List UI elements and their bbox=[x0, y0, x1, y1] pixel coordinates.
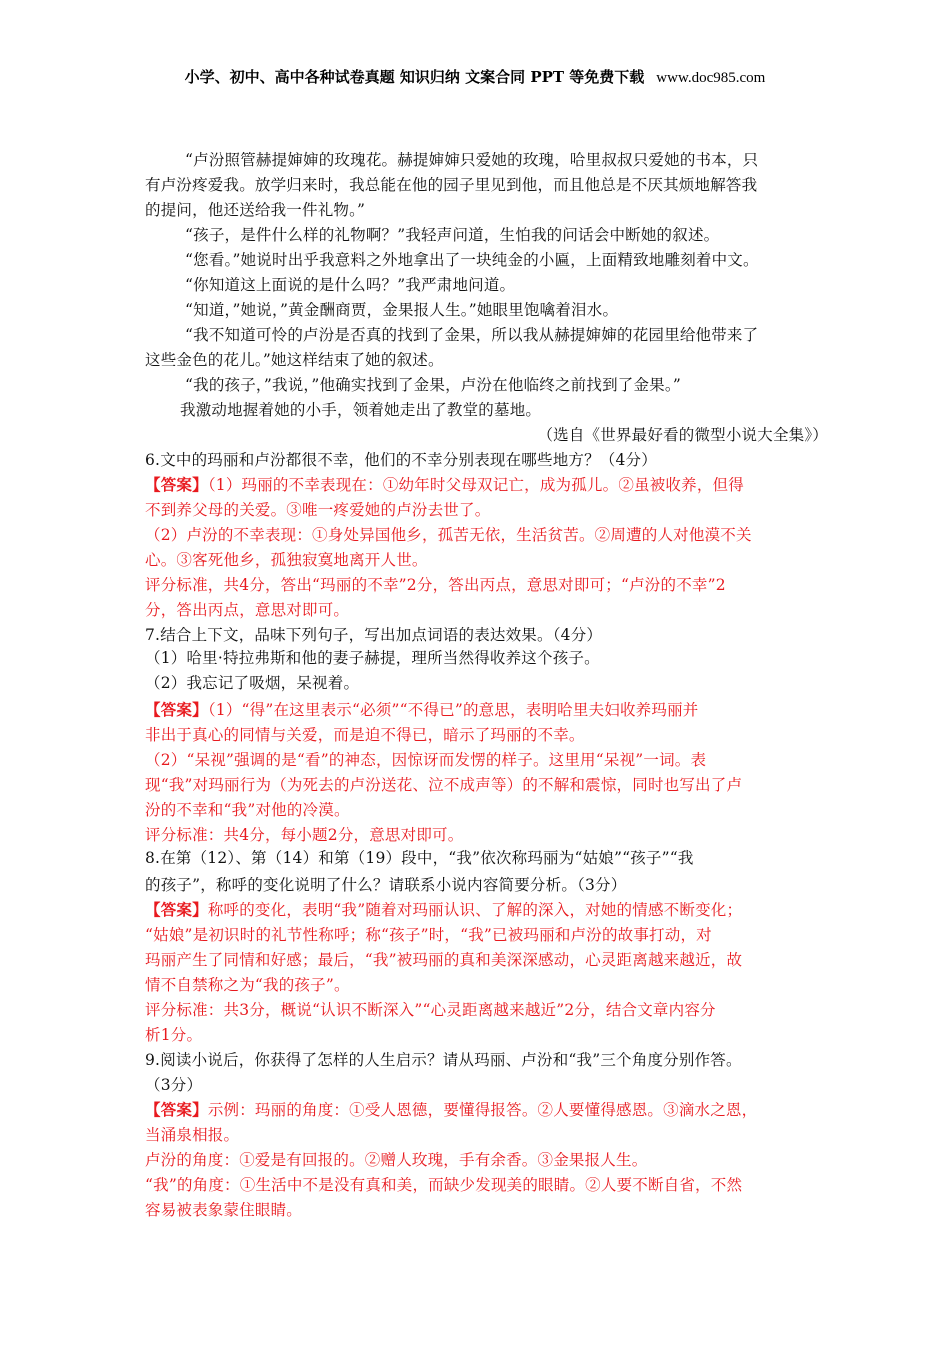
story-line: “孩子，是件什么样的礼物啊？”我轻声问道，生怕我的问话会中断她的叙述。 bbox=[185, 226, 720, 244]
scoring-line: 评分标准：共4分，每小题2分，意思对即可。 bbox=[145, 826, 464, 844]
answer-line bbox=[145, 700, 810, 720]
question-9: 9.阅读小说后，你获得了怎样的人生启示？请从玛丽、卢汾和“我”三个角度分别作答。 bbox=[145, 1051, 742, 1069]
story-line: 我激动地握着她的小手，领着她走出了教堂的墓地。 bbox=[180, 401, 542, 419]
scoring-line: 析1分。 bbox=[145, 1026, 203, 1044]
story-line: “知道，”她说，”黄金酬商贾，金果报人生。”她眼里饱噙着泪水。 bbox=[185, 301, 619, 319]
question-7: 7.结合上下文，品味下列句子，写出加点词语的表达效果。（4分） bbox=[145, 626, 603, 644]
question-7-sentence: （1）哈里·特拉弗斯和他的妻子赫提，理所当然得收养这个孩子。 bbox=[145, 649, 600, 667]
answer-tag: 【答案】 bbox=[145, 900, 208, 919]
question-7-sentence: （2）我忘记了吸烟，呆视着。 bbox=[145, 674, 360, 692]
answer-line bbox=[145, 900, 810, 920]
story-line: “您看。”她说时出乎我意料之外地拿出了一块纯金的小匾，上面精致地雕刻着中文。 bbox=[185, 251, 759, 269]
answer-text: 示例：玛丽的角度：①受人恩德，要懂得报答。②人要懂得感恩。③滴水之恩， bbox=[207, 1101, 758, 1119]
answer-line: 心。③客死他乡，孤独寂寞地离开人世。 bbox=[145, 551, 428, 569]
story-line: “我的孩子，”我说，”他确实找到了金果，卢汾在他临终之前找到了金果。” bbox=[185, 376, 681, 394]
answer-tag: 【答案】 bbox=[145, 1100, 208, 1119]
story-line: 的提问，他还送给我一件礼物。” bbox=[145, 201, 366, 219]
answer-line: （2）卢汾的不幸表现：①身处异国他乡，孤苦无依，生活贫苦。②周遭的人对他漠不关 bbox=[145, 526, 752, 544]
header-url: www.doc985.com bbox=[656, 70, 766, 86]
answer-text: （1）“得”在这里表示“必须”“不得已”的意思，表明哈里夫妇收养玛丽并 bbox=[207, 701, 699, 719]
answer-line: “姑娘”是初识时的礼节性称呼；称“孩子”时，“我”已被玛丽和卢汾的故事打动，对 bbox=[145, 926, 712, 944]
page-header bbox=[0, 66, 950, 87]
question-8: 的孩子”，称呼的变化说明了什么？请联系小说内容简要分析。（3分） bbox=[145, 876, 627, 894]
source-citation: （选自《世界最好看的微型小说大全集》） bbox=[537, 426, 828, 444]
scoring-line: 评分标准：共3分，概说“认识不断深入”“心灵距离越来越近”2分，结合文章内容分 bbox=[145, 1001, 716, 1019]
story-line: 有卢汾疼爱我。放学归来时，我总能在他的园子里见到他，而且他总是不厌其烦地解答我 bbox=[145, 176, 758, 194]
answer-line: 情不自禁称之为“我的孩子”。 bbox=[145, 976, 350, 994]
answer-line bbox=[145, 475, 810, 495]
answer-tag: 【答案】 bbox=[145, 700, 208, 719]
answer-line: 玛丽产生了同情和好感；最后，“我”被玛丽的真和美深深感动，心灵距离越来越近，故 bbox=[145, 951, 743, 969]
answer-line: 现“我”对玛丽行为（为死去的卢汾送花、泣不成声等）的不解和震惊，同时也写出了卢 bbox=[145, 776, 743, 794]
answer-line: “我”的角度：①生活中不是没有真和美，而缺少发现美的眼睛。②人要不断自省，不然 bbox=[145, 1176, 743, 1194]
answer-line: 容易被表象蒙住眼睛。 bbox=[145, 1201, 303, 1219]
answer-line: 不到养父母的关爱。③唯一疼爱她的卢汾去世了。 bbox=[145, 501, 491, 519]
question-8: 8.在第（12）、第（14）和第（19）段中，“我”依次称玛丽为“姑娘”“孩子”“我 bbox=[145, 849, 694, 867]
answer-line bbox=[145, 1100, 810, 1120]
story-line: “我不知道可怜的卢汾是否真的找到了金果，所以我从赫提婶婶的花园里给他带来了 bbox=[185, 326, 759, 344]
question-9: （3分） bbox=[145, 1076, 203, 1094]
scoring-line: 评分标准，共4分，答出“玛丽的不幸”2分，答出丙点，意思对即可；“卢汾的不幸”2 bbox=[145, 576, 726, 594]
answer-line: （2）“呆视”强调的是“看”的神态，因惊讶而发愣的样子。这里用“呆视”一词。表 bbox=[145, 751, 707, 769]
answer-text: 称呼的变化，表明“我”随着对玛丽认识、了解的深入，对她的情感不断变化； bbox=[207, 901, 743, 919]
answer-tag: 【答案】 bbox=[145, 475, 208, 494]
answer-line: 汾的不幸和“我”对他的冷漠。 bbox=[145, 801, 350, 819]
scoring-line: 分，答出丙点，意思对即可。 bbox=[145, 601, 350, 619]
story-line: 这些金色的花儿。”她这样结束了她的叙述。 bbox=[145, 351, 444, 369]
question-6: 6.文中的玛丽和卢汾都很不幸，他们的不幸分别表现在哪些地方？（4分） bbox=[145, 451, 657, 469]
story-line: “卢汾照管赫提婶婶的玫瑰花。赫提婶婶只爱她的玫瑰，哈里叔叔只爱她的书本，只 bbox=[185, 151, 759, 169]
answer-line: 非出于真心的同情与关爱，而是迫不得已，暗示了玛丽的不幸。 bbox=[145, 726, 585, 744]
answer-text: （1）玛丽的不幸表现在：①幼年时父母双记亡，成为孤儿。②虽被收养，但得 bbox=[207, 476, 744, 494]
header-title: 小学、初中、高中各种试卷真题 知识归纳 文案合同 PPT 等免费下载 bbox=[184, 68, 645, 86]
answer-line: 卢汾的角度：①爱是有回报的。②赠人玫瑰，手有余香。③金果报人生。 bbox=[145, 1151, 648, 1169]
answer-line: 当涌泉相报。 bbox=[145, 1126, 240, 1144]
story-line: “你知道这上面说的是什么吗？”我严肃地问道。 bbox=[185, 276, 516, 294]
